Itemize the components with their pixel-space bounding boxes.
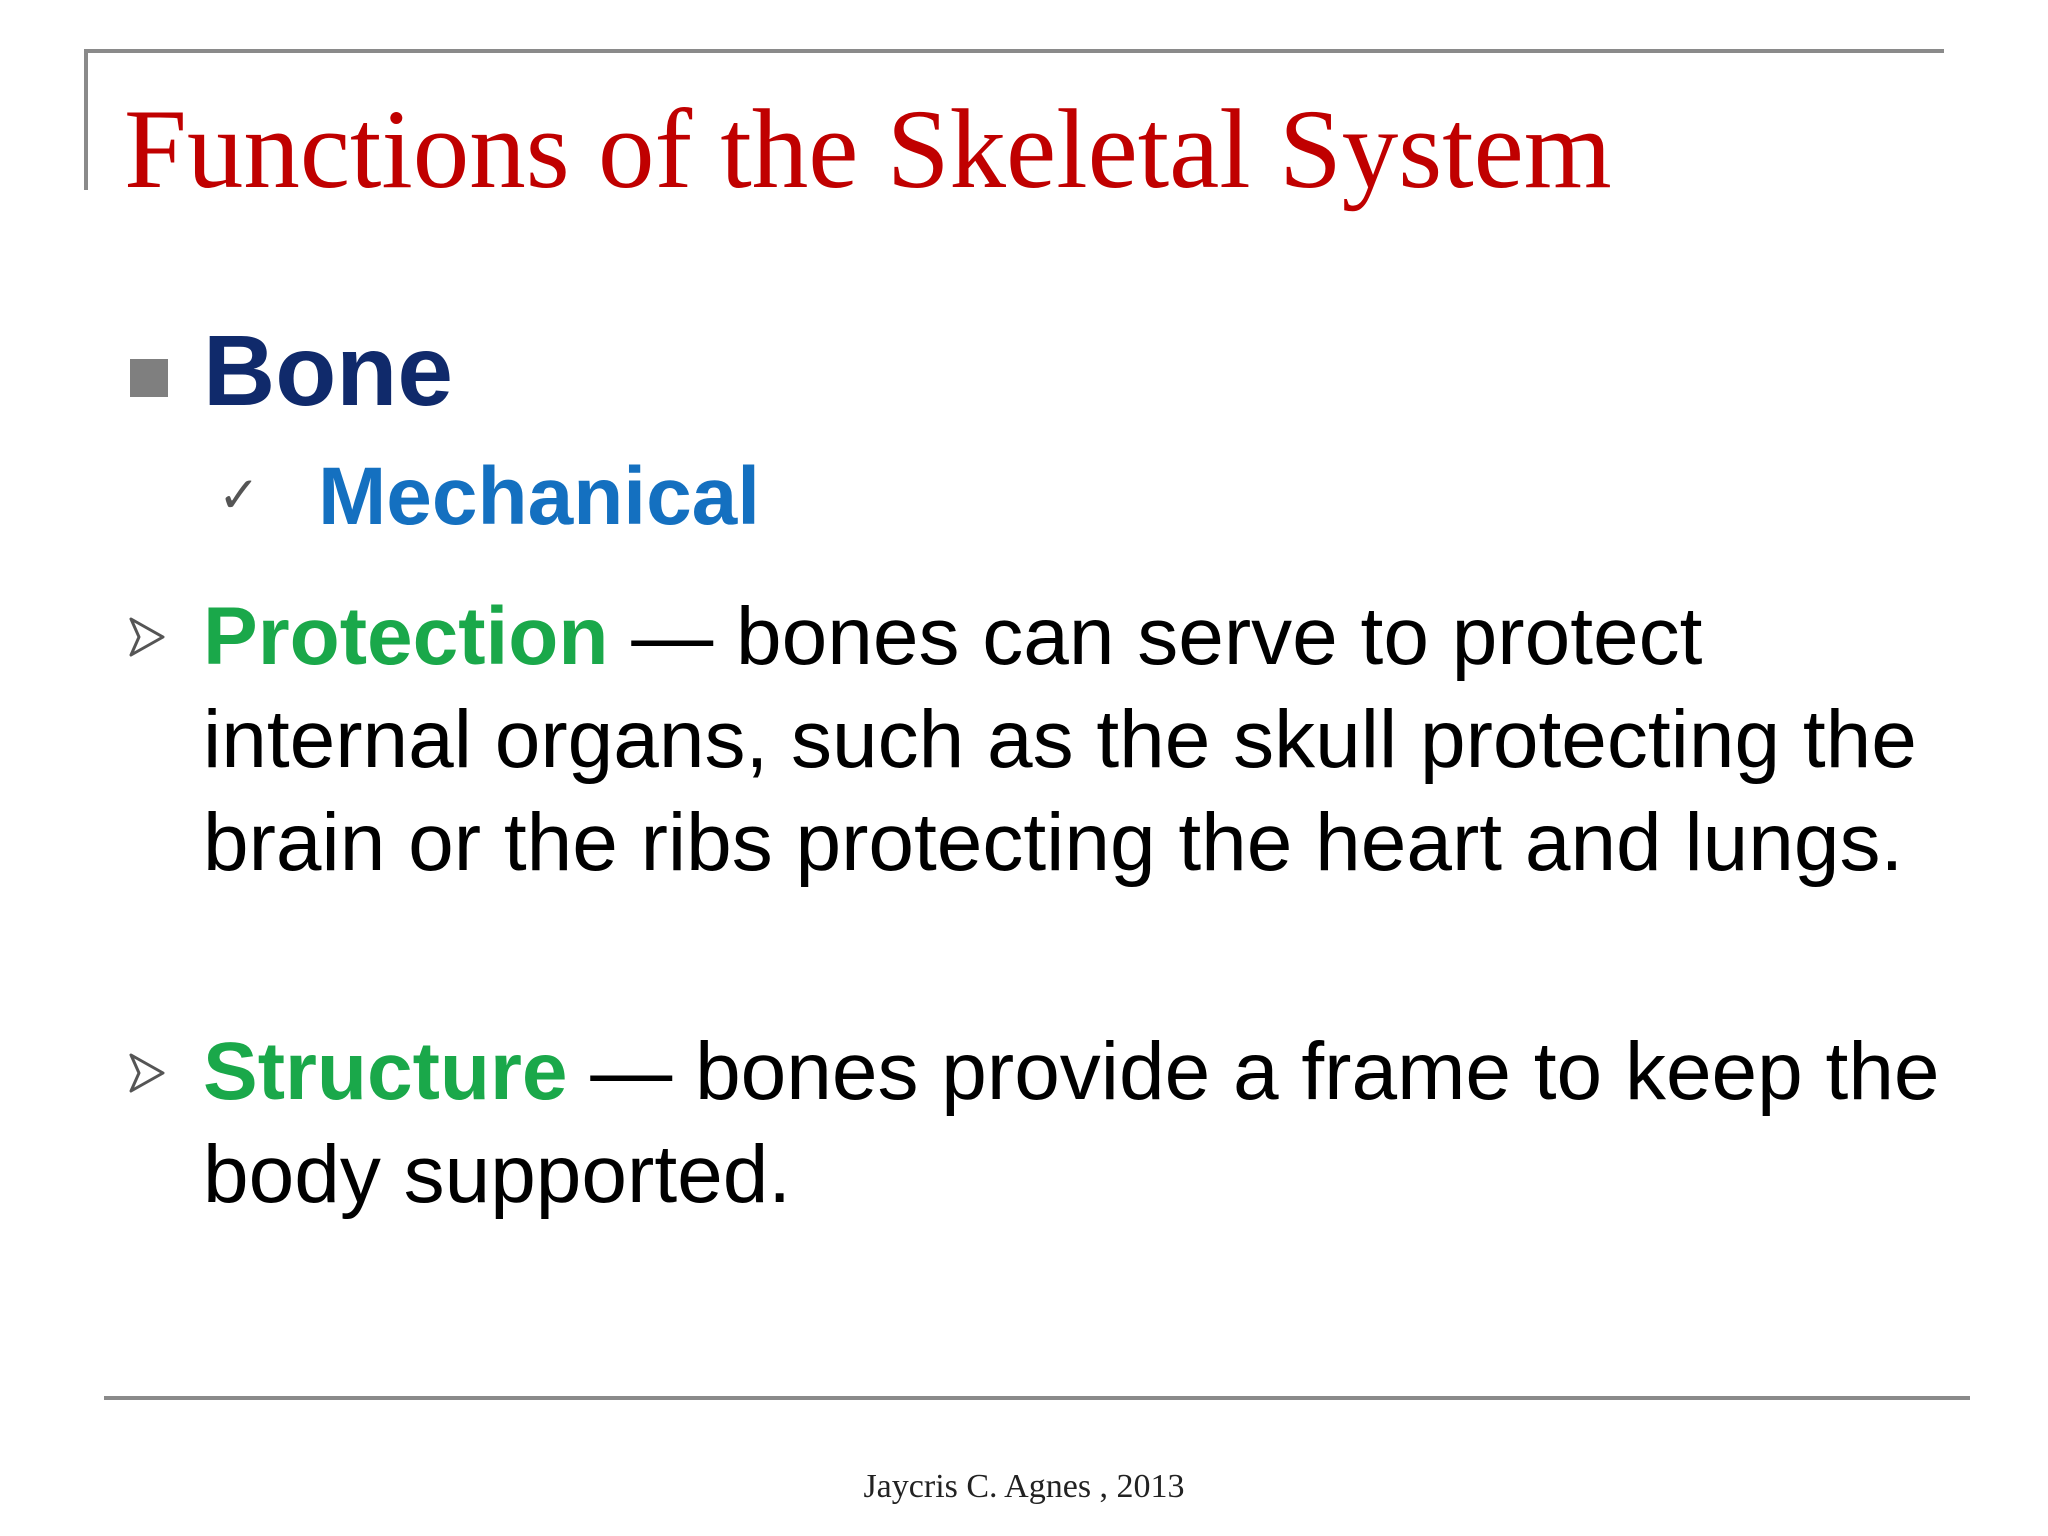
item-structure-text: — bones provide a frame to keep the body supported. <box>203 1026 1940 1220</box>
title-frame-top-rule <box>84 49 1944 53</box>
item-structure-keyword: Structure <box>203 1026 568 1117</box>
bullet-mechanical: Mechanical <box>318 451 761 542</box>
bullet-bone: Bone <box>203 315 453 427</box>
arrowhead-icon <box>127 615 167 659</box>
item-protection-text: — bones can serve to protect internal organs, such as the skull protecting the brain or the ribs protecting the heart and lungs. <box>203 591 1917 888</box>
footer-rule <box>104 1396 1970 1400</box>
item-structure <box>203 1020 1963 1226</box>
arrowhead-icon <box>127 1051 167 1095</box>
title-frame-left-rule <box>84 49 88 190</box>
footer-credit: Jaycris C. Agnes , 2013 <box>863 1468 1185 1505</box>
item-protection <box>203 585 1963 894</box>
checkmark-icon: ✓ <box>218 467 260 523</box>
slide-title: Functions of the Skeletal System <box>124 87 1612 212</box>
item-protection-keyword: Protection <box>203 591 609 682</box>
square-bullet-icon <box>130 359 168 397</box>
